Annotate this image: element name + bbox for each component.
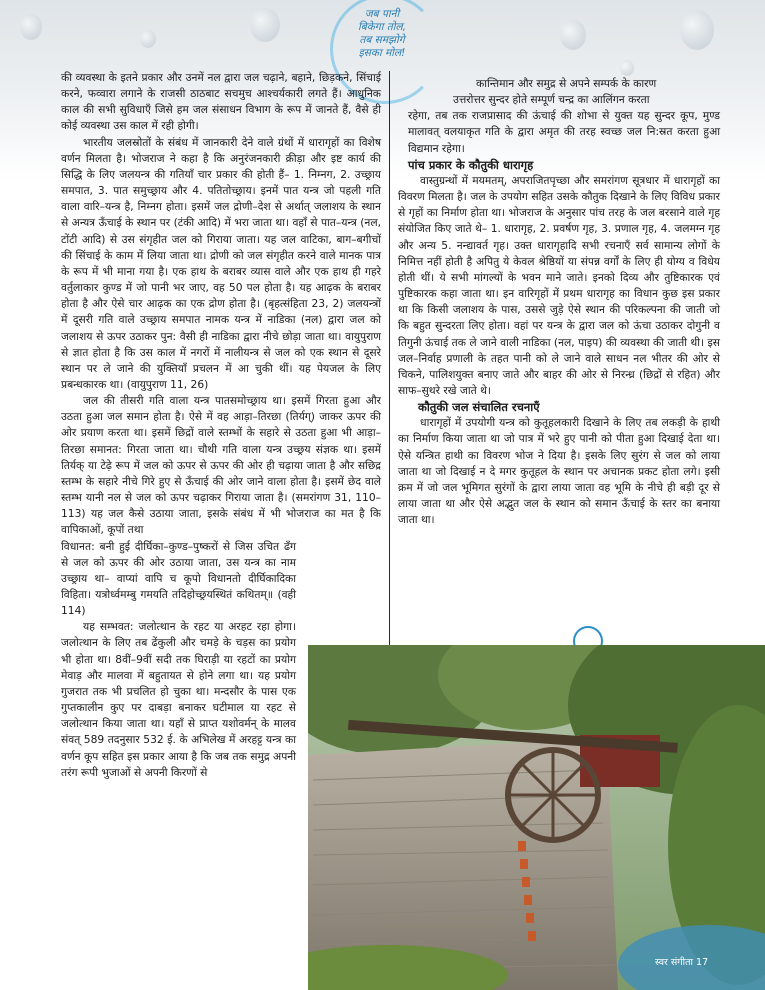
right-column bbox=[398, 76, 720, 528]
slogan-line: जब पानी bbox=[364, 8, 400, 20]
paragraph: वास्तुग्रन्थों में मयमतम्, अपराजितपृच्छा और समरांगण सूत्रधार में धारागृहों का विवरण मिलता है। जल के उपयोग सहित उसके कौतुक दिखाने के लिए विविध प्रकार से गृहों का निर्माण होता था। भोजराज के अनुसार पांच तरह के जल बरसाने वाले गृह संयोजित किए जाते थे– 1. धारागृह, 2. प्रवर्षण गृह, 3. प्रणाल गृह, 4. जलमग्न गृह और अन्य 5. नन्द्यावर्त गृह। उक्त धारागृहादि सभी रचनाएँ सर्व सामान्य लोगों के निमित्त नहीं होती है अपितु ये केवल श्रेष्ठियों या संपन्न वर्गों के लिए ही योग्य व विधेय होती थीं। ये सभी मांगल्यों के भवन माने जाते। इनको दिव्य और तुष्टिकारक एवं पुष्टिकारक कहा जाता था। इन वारिगृहों में प्रथम धारागृह का विधान कुछ इस प्रकार था कि किसी जलाशय के पास, उससे जुड़े ऐसे स्थान की परिकल्पना की जाती जो कि बहुत सुन्दरता लिए होता। वहां पर यन्त्र के द्वारा जल को ऊंचा उठाकर दोगुनी व तिगुनी ऊंचाई तक ले जाने वाली नाडिका (नल, पाइप) की व्यवस्था की जाती थी। इस जल–निर्वाह प्रणाली के तहत पानी को ले जाने वाले साधन नल भीतर की ओर से चिकने, पालिशयुक्त बनाए जाते और बाहर की ओर से निरन्ध्र (छिद्रों से रहित) और साफ–सुथरे रखे जाते थे। bbox=[398, 173, 720, 397]
slogan-line: तब समझोगे bbox=[359, 34, 405, 46]
paragraph: भारतीय जलस्रोतों के संबंध में जानकारी देने वाले ग्रंथों में धारागृहों का विशेष वर्णन मिलता है। भोजराज ने कहा है कि अनुरंजनकारी क्रीड़ा और इष्ट कार्य की सिद्धि के लिए जलयन्त्र की गतियाँ चार प्रकार की होती हैं– 1. निम्नग, 2. उच्छ्राय समपात, 3. पात समुच्छ्राय और 4. पतितोच्छ्राय। इनमें पात यन्त्र जो पहली गति वाला वारि–यन्त्र है, निम्नग होता। इसमें जल द्रोणी–देश से अर्थात् जलाशय के स्थान से अन्यत्र ऊँचाई के स्थान पर (टंकी आदि) में भरा जाता था। वहाँ से पात–यन्त्र (नल, टोंटी आदि) से उस संगृहीत जल को गिराया जाता। यह जल वाटिका, बाग–बगीचों की सिंचाई के काम में लिया जाता था। द्रोणी को जल संगृहीत करने वाले मानक पात्र के रूप में भी माना गया है। एक हाथ के बराबर व्यास वाले और एक हाथ ही गहरे वर्तुलाकार कुण्ड में जो पानी भर जाए, वह 50 पल होता है। यह आढ़क के बराबर होता है और ऐसे चार आढ़क का एक द्रोण होता है। (बृहत्संहिता 23, 2) जलयन्त्रों में दूसरी गति वाले उच्छ्राय समपात नामक यन्त्र में नाडिका (नल) द्वारा जल को जलाशय से ऊपर उठाकर पुन: वैसी ही नाडिका द्वारा नीचे छोड़ा जाता था। वायुपुराण से ज्ञात होता है कि उस काल में नगरों में नालीयन्त्र से जल को एक स्थान से दूसरे स्थान पर ले जाने की युक्तियाँ प्रचलन में आ चुकी थीं। यह पेयजल के लिए प्रबन्धकारक था। (वायुपुराण 11, 26) bbox=[61, 135, 381, 391]
water-drop-icon bbox=[560, 20, 586, 50]
paragraph: यह सम्भवत: जलोत्थान के रहट या अरहट रहा होगा। जलोत्थान के लिए तब ढेंकुली और चमड़े के चड़स का प्रयोग भी होता था। 8वीं–9वीं सदी तक घिराड़ी या रहटों का प्रयोग मेवाड़ और मालवा में बहुतायत से होने लगा था। यह प्रयोग गुजरात तक भी प्रचलित हो चुका था। मन्दसौर के पास एक गुप्तकालीन कुए पर दाबड़ा बनाकर घटीमाल या रहट से जलोत्थान किया जाता था। यहाँ से प्राप्त यशोवर्मन् के मालव संवत् 589 तदनुसार 532 ई. के अभिलेख में अरहट्ट यन्त्र का वर्णन कूप सहित इस प्रकार आया है कि जब तक समुद्र अपनी तरंग रूपी भुजाओं से अपनी किरणों से bbox=[61, 620, 296, 779]
magazine-name: स्वर संगीता bbox=[655, 957, 693, 968]
water-drop-icon bbox=[620, 60, 634, 76]
section-heading: कौतुकी जल संचालित रचनाएँ bbox=[418, 400, 540, 415]
section-heading: पांच प्रकार के कौतुकी धारागृह bbox=[408, 157, 534, 172]
paragraph: विधानत: बनी हुई दीर्घिका–कुण्ड–पुष्करों से जिस उचित ढँग से जल को ऊपर की ओर उठाया जाता, उस यन्त्र का नाम उच्छ्राय था– वाप्यां वापि च कूपो विधानतो दीर्घिकादिका विहिता। यत्रोर्ध्वमम्बु गमयति तदिहोच्छ्रयस्थितं कथितम्॥ (वही 114) bbox=[61, 539, 296, 618]
paragraph: रहेगा, तब तक राजप्रासाद की ऊंचाई की शोभा से युक्त यह सुन्दर कूप, मुण्ड मालावत् वलयाकृत गति के द्वारा अमृत की तरह स्वच्छ जल नि:स्रत करता हुआ विद्यमान रहेगा। bbox=[408, 109, 720, 155]
paragraph: की व्यवस्था के इतने प्रकार और उनमें नल द्वारा जल चढ़ाने, बहाने, छिड़कने, सिंचाई करने, फव्वारा लगाने के राजसी ठाठबाट सचमुच आश्चर्यकारी लगते हैं। आधुनिक काल की सभी सुविधाएँ जिसे हम जल संसाधन विभाग के रूप में जानते हैं, वैसे ही कोई व्यवस्था उस काल में रही होगी। bbox=[61, 71, 381, 133]
water-drop-icon bbox=[250, 8, 280, 42]
slogan-badge bbox=[318, 8, 446, 70]
paragraph: जल की तीसरी गति वाला यन्त्र पातसमोच्छ्राय था। इसमें गिरता हुआ और उठता हुआ जल समान होता है। ऐसे में वह आड़ा–तिरछा (तिर्यग्) जाकर ऊपर की ओर प्रयाण करता था। इसमें छिद्रों वाले स्तम्भों के सहारे से उठता हुआ भी आड़ा–तिरछा समानत: गिरता जाता था। चौथी गति वाला यन्त्र उच्छ्रय संज्ञक था। इसमें तिर्यक् या टेढ़े रूप में जल को ऊपर से ऊपर की ओर ही चढ़ाया जाता है और सछिद्र स्तम्भ के सहारे नीचे गिरे हुए से ऊँचाई की ओर जाने वाला होता है। इसमें छेद वाले स्तम्भ यानी नल से जल को ऊपर चढ़ाकर गिराया जाता है। (समरांगण 31, 110–113) यह जल कैसे उठाया जाता, इसके संबंध में भी भोजराज का मत है कि वापिकाओं, कूपों तथा bbox=[61, 394, 381, 537]
slogan-line: बिकेगा तोल, bbox=[358, 21, 406, 33]
paragraph: धारागृहों में उपयोगी यन्त्र को कुतूहलकारी दिखाने के लिए तब लकड़ी के हाथी का निर्माण किया जाता था जो पात्र में भरे हुए पानी को पीता हुआ दिखाई देता था। ऐसे यन्त्रित हाथी का विवरण भोज ने दिया है। इसके लिए सुरंग से जल को लाया जाता था जो दिखाई न दे मगर कुतूहल के स्थान पर अचानक प्रकट होता लगे। इसी क्रम में जो जल भूमिगत सुरंगों के द्वारा लाया जाता वह भूमि के नीचे ही बड़ी दूर से लाया जाता था और ऐसे अद्भुत जल के स्थान को समान ऊँचाई के स्तर का बनाया जाता था। bbox=[398, 416, 720, 527]
paragraph: कान्तिमान और समुद्र से अपने सम्पर्क के कारण bbox=[476, 77, 657, 90]
water-drop-icon bbox=[680, 10, 714, 50]
water-drop-icon bbox=[20, 14, 42, 40]
column-divider bbox=[389, 71, 390, 651]
page-footer bbox=[655, 955, 755, 971]
slogan-line: इसका मोल! bbox=[358, 47, 406, 59]
waterwheel-photo bbox=[308, 645, 765, 990]
page-number: 17 bbox=[696, 957, 709, 968]
water-drop-icon bbox=[140, 30, 156, 48]
photo-illustration bbox=[308, 645, 765, 990]
paragraph: उत्तरोत्तर सुन्दर होते सम्पूर्ण चन्द्र का आलिंगन करता bbox=[453, 93, 650, 107]
